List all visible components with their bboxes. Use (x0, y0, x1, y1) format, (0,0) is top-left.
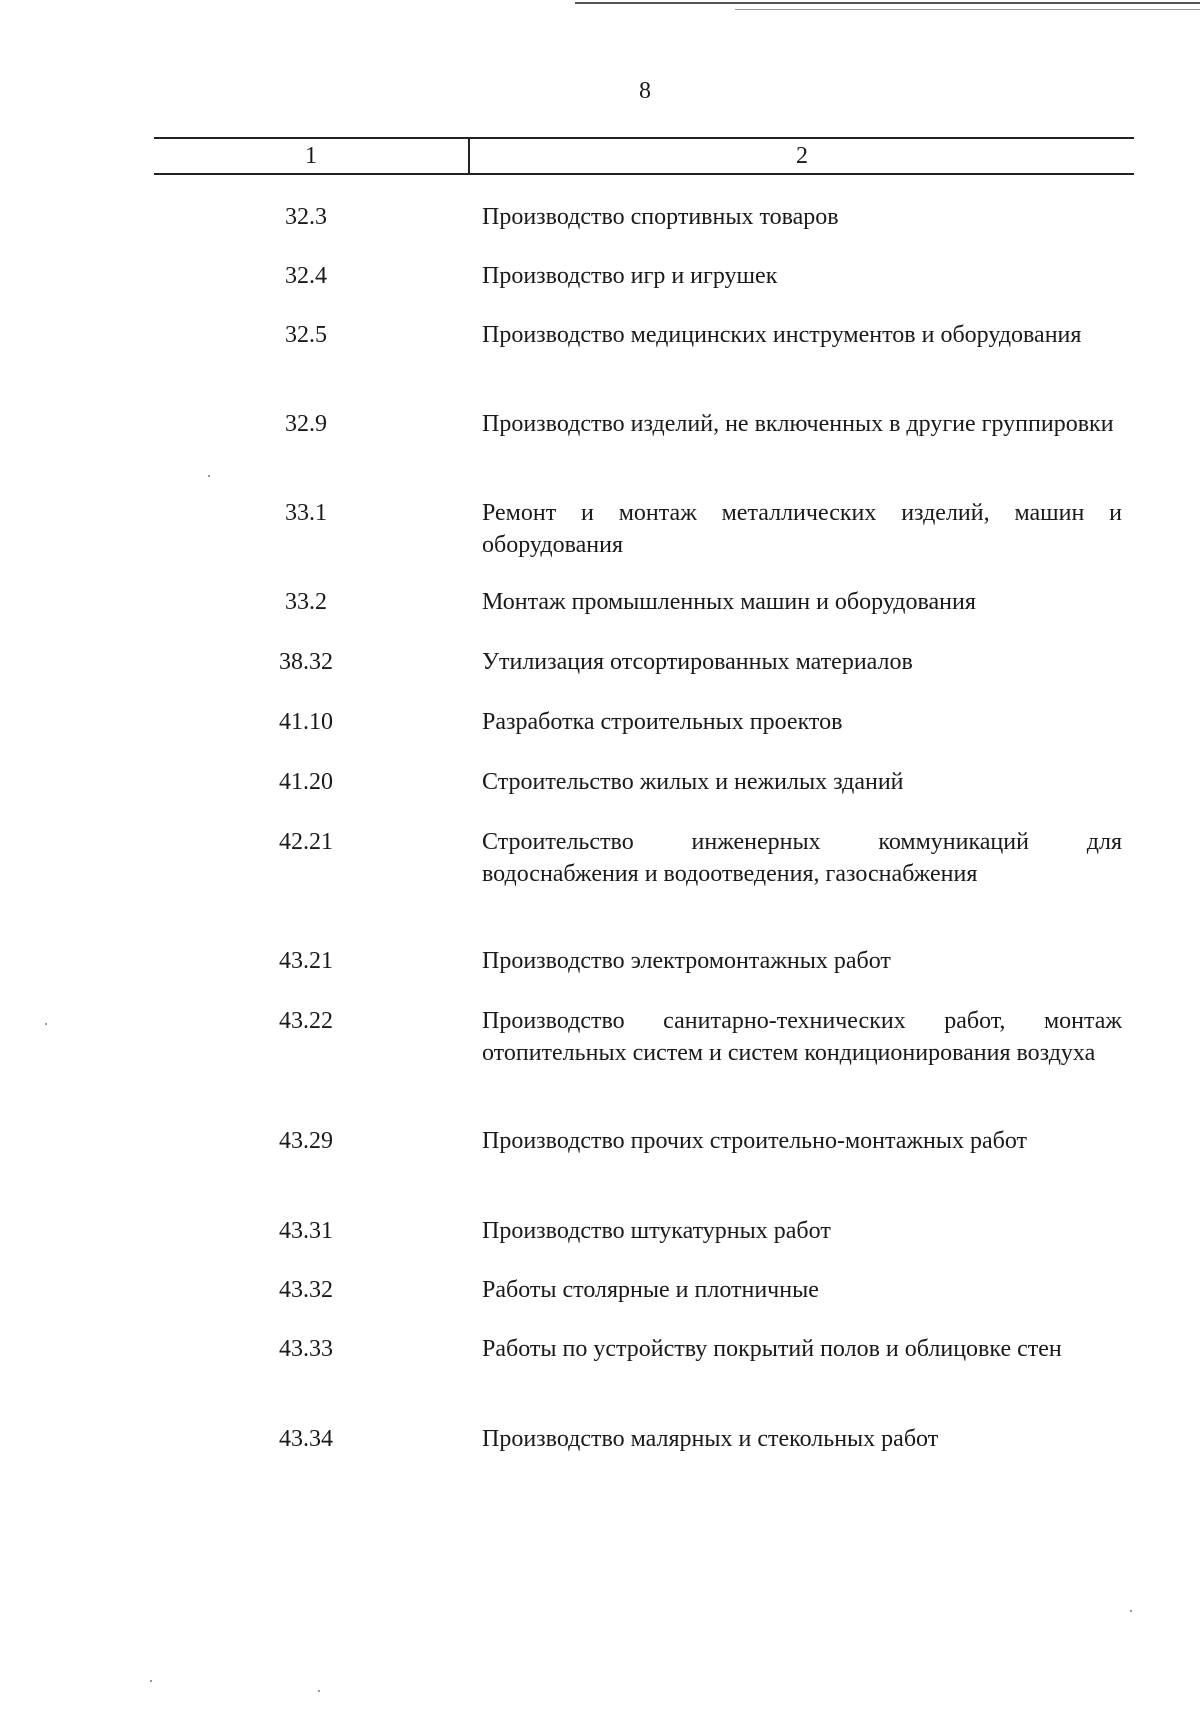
table-row (154, 1274, 1134, 1333)
table-row (154, 497, 1134, 586)
activity-name: Производство спортивных товаров (482, 204, 839, 230)
table-row (154, 945, 1134, 1005)
activity-code: 41.10 (279, 709, 333, 735)
activity-code: 33.2 (285, 589, 327, 615)
activity-name: Монтаж промышленных машин и оборудования (482, 589, 976, 615)
table-header-col-1: 1 (154, 139, 470, 173)
scan-edge-line (575, 2, 1200, 4)
activity-code: 43.29 (279, 1128, 333, 1154)
scan-edge-line-secondary (735, 9, 1200, 10)
table-header-col-2: 2 (796, 143, 808, 169)
activity-code: 43.33 (279, 1336, 333, 1362)
table-row (154, 706, 1134, 766)
activity-code: 32.4 (285, 263, 327, 289)
activity-code: 38.32 (279, 649, 333, 675)
table-row (154, 408, 1134, 497)
table-row (154, 1215, 1134, 1274)
activity-code: 32.3 (285, 204, 327, 230)
table-row (154, 586, 1134, 646)
activity-name: Производство игр и игрушек (482, 263, 778, 289)
table-row (154, 260, 1134, 319)
table-row (154, 201, 1134, 260)
activity-name: Производство изделий, не включенных в другие группировки (482, 411, 1114, 437)
table-row (154, 1125, 1134, 1215)
activity-code: 43.32 (279, 1277, 333, 1303)
scan-speck (1130, 1610, 1132, 1612)
scan-speck (45, 1023, 47, 1025)
activity-codes-table (154, 201, 1134, 1463)
table-row (154, 826, 1134, 945)
activity-code: 43.34 (279, 1426, 333, 1452)
activity-name: Ремонт и монтаж металлических изделий, машин и оборудования (482, 500, 1122, 558)
activity-code: 41.20 (279, 769, 333, 795)
table-row (154, 646, 1134, 706)
table-row (154, 319, 1134, 408)
activity-name: Производство медицинских инструментов и оборудования (482, 322, 1082, 348)
table-header (154, 137, 1134, 175)
table-row (154, 1005, 1134, 1125)
activity-name: Работы столярные и плотничные (482, 1277, 819, 1303)
scan-speck (318, 1690, 320, 1692)
activity-name: Строительство инженерных коммуникаций для водоснабжения и водоотведения, газоснабжения (482, 829, 1122, 887)
activity-name: Работы по устройству покрытий полов и облицовке стен (482, 1336, 1062, 1362)
activity-name: Производство электромонтажных работ (482, 948, 891, 974)
activity-code: 43.21 (279, 948, 333, 974)
activity-code: 42.21 (279, 829, 333, 855)
activity-code: 32.9 (285, 411, 327, 437)
page-number: 8 (639, 78, 651, 104)
scan-speck (150, 1680, 152, 1682)
activity-code: 33.1 (285, 500, 327, 526)
activity-code: 43.22 (279, 1008, 333, 1034)
activity-name: Производство малярных и стекольных работ (482, 1426, 939, 1452)
table-row (154, 766, 1134, 826)
activity-name: Строительство жилых и нежилых зданий (482, 769, 904, 795)
activity-name: Утилизация отсортированных материалов (482, 649, 913, 675)
table-row (154, 1333, 1134, 1423)
activity-code: 43.31 (279, 1218, 333, 1244)
activity-name: Разработка строительных проектов (482, 709, 843, 735)
activity-name: Производство санитарно-технических работ, монтаж отопительных систем и систем кондиционирования воздуха (482, 1008, 1122, 1066)
activity-name: Производство прочих строительно-монтажных работ (482, 1128, 1028, 1154)
activity-code: 32.5 (285, 322, 327, 348)
scan-speck (208, 475, 210, 477)
table-row (154, 1423, 1134, 1463)
activity-name: Производство штукатурных работ (482, 1218, 831, 1244)
